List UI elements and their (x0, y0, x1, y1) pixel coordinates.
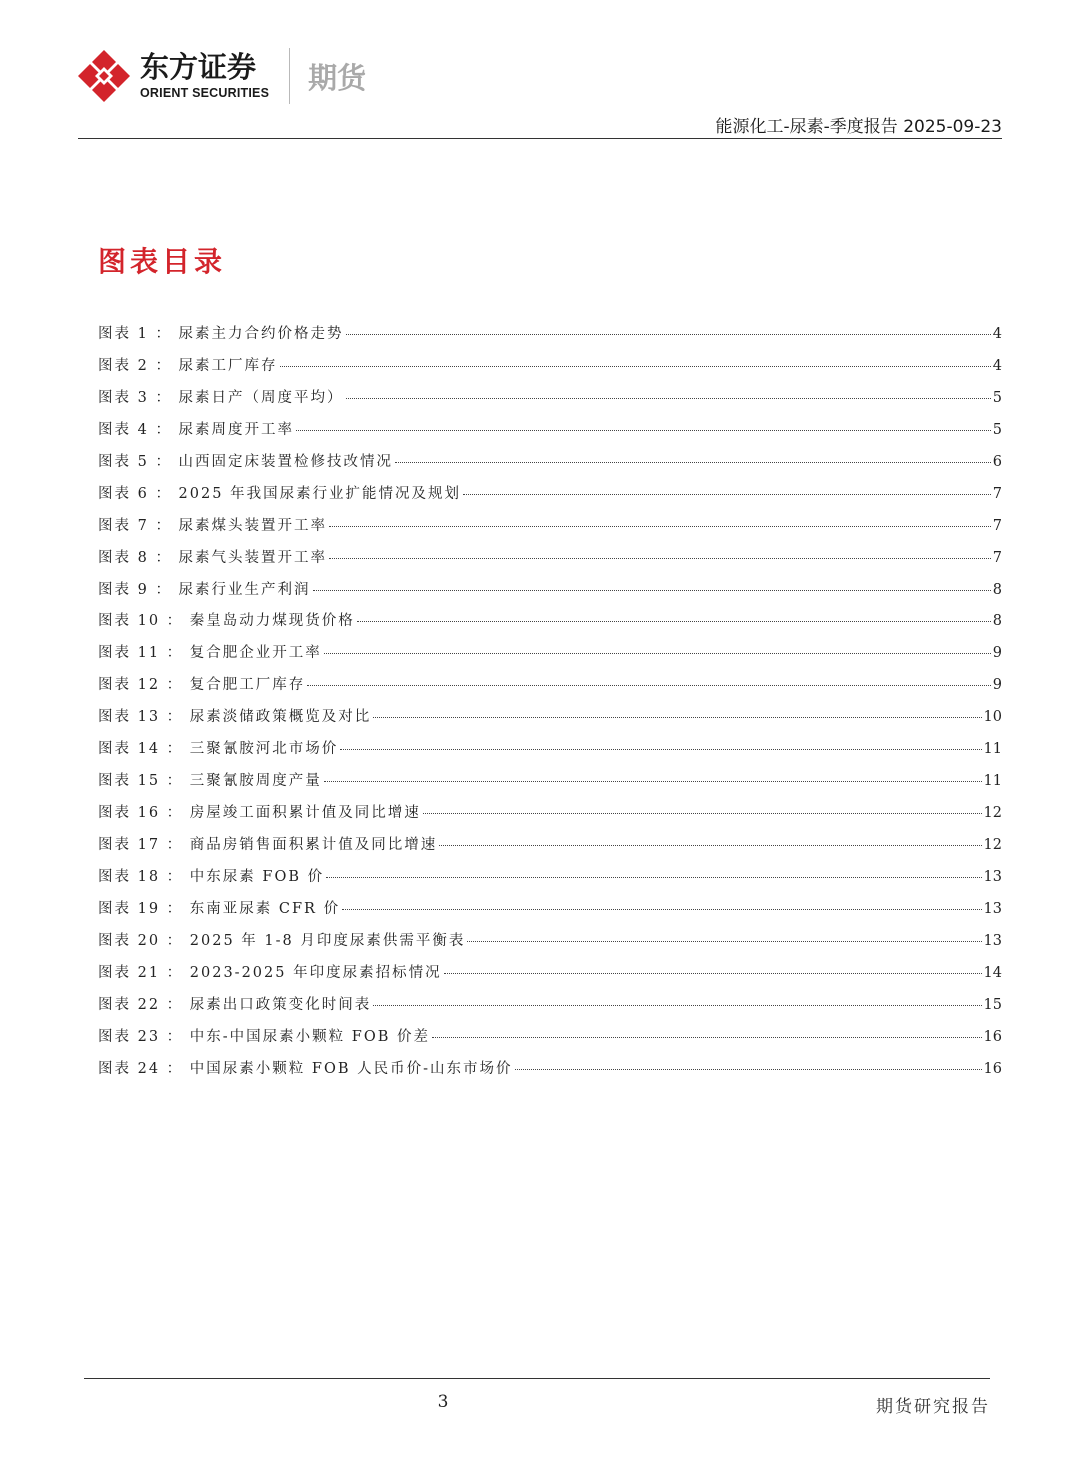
figure-page-number: 5 (992, 421, 1002, 438)
figure-page-number: 7 (992, 549, 1002, 566)
dot-leader (346, 334, 991, 335)
figure-list (98, 322, 1002, 1089)
figure-title: 图表 19 ： 东南亚尿素 CFR 价 (98, 900, 341, 917)
figure-list-item[interactable] (98, 993, 1002, 1025)
page-number: 3 (437, 1392, 449, 1412)
figure-page-number: 14 (983, 964, 1002, 981)
dot-leader (515, 1069, 982, 1070)
page-title: 图表目录 (98, 245, 227, 278)
report-meta: 能源化工-尿素-季度报告 2025-09-23 (715, 117, 1002, 137)
figure-list-item[interactable] (98, 450, 1002, 482)
figure-page-number: 10 (983, 709, 1002, 726)
figure-title: 图表 13 ： 尿素淡储政策概览及对比 (98, 709, 372, 726)
dot-leader (373, 717, 981, 718)
header-divider (78, 138, 1002, 139)
dot-leader (340, 749, 981, 750)
dot-leader (280, 366, 991, 367)
dot-leader (313, 590, 991, 591)
figure-title: 图表 8 ： 尿素气头装置开工率 (98, 549, 328, 566)
figure-page-number: 7 (992, 517, 1002, 534)
figure-title: 图表 4 ： 尿素周度开工率 (98, 421, 295, 438)
figure-page-number: 8 (992, 581, 1002, 598)
figure-list-item[interactable] (98, 737, 1002, 769)
figure-page-number: 13 (983, 868, 1002, 885)
dot-leader (357, 621, 991, 622)
dot-leader (342, 909, 981, 910)
dot-leader (395, 462, 991, 463)
figure-list-item[interactable] (98, 578, 1002, 610)
brand-name-cn: 东方证券 (140, 50, 257, 84)
orient-securities-logo-icon (76, 48, 132, 104)
figure-page-number: 4 (992, 357, 1002, 374)
figure-list-item[interactable] (98, 865, 1002, 897)
figure-title: 图表 20 ： 2025 年 1-8 月印度尿素供需平衡表 (98, 932, 466, 949)
figure-list-item[interactable] (98, 769, 1002, 801)
figure-page-number: 16 (983, 1060, 1002, 1077)
dot-leader (439, 845, 981, 846)
figure-list-item[interactable] (98, 482, 1002, 514)
figure-page-number: 7 (992, 485, 1002, 502)
brand-name-en: ORIENT SECURITIES (140, 86, 270, 100)
figure-page-number: 9 (992, 677, 1002, 694)
figure-title: 图表 11 ： 复合肥企业开工率 (98, 645, 322, 662)
dot-leader (467, 941, 981, 942)
dot-leader (444, 973, 982, 974)
figure-list-item[interactable] (98, 641, 1002, 673)
figure-page-number: 4 (992, 326, 1002, 342)
dot-leader (463, 494, 991, 495)
figure-list-item[interactable] (98, 546, 1002, 578)
figure-list-item[interactable] (98, 1025, 1002, 1057)
figure-list-item[interactable] (98, 322, 1002, 354)
figure-page-number: 11 (983, 773, 1002, 790)
figure-list-item[interactable] (98, 609, 1002, 641)
figure-title: 图表 21 ： 2023-2025 年印度尿素招标情况 (98, 964, 442, 981)
dot-leader (423, 813, 982, 814)
figure-list-item[interactable] (98, 929, 1002, 961)
logo-divider (289, 48, 290, 104)
figure-title: 图表 12 ： 复合肥工厂库存 (98, 677, 306, 694)
dot-leader (324, 653, 991, 654)
figure-page-number: 12 (983, 837, 1002, 853)
figure-title: 图表 3 ： 尿素日产（周度平均） (98, 389, 344, 406)
figure-list-item[interactable] (98, 833, 1002, 865)
figure-page-number: 16 (983, 1028, 1002, 1045)
figure-title: 图表 16 ： 房屋竣工面积累计值及同比增速 (98, 805, 421, 822)
figure-list-item[interactable] (98, 1057, 1002, 1089)
figure-title: 图表 14 ： 三聚氰胺河北市场价 (98, 741, 339, 758)
figure-title: 图表 23 ： 中东-中国尿素小颗粒 FOB 价差 (98, 1028, 430, 1045)
brand-name (140, 51, 269, 101)
figure-list-item[interactable] (98, 897, 1002, 929)
figure-title: 图表 24 ： 中国尿素小颗粒 FOB 人民币价-山东市场价 (98, 1060, 513, 1077)
dot-leader (329, 526, 991, 527)
footer-divider (84, 1378, 990, 1379)
figure-page-number: 5 (992, 389, 1002, 406)
figure-list-item[interactable] (98, 418, 1002, 450)
figure-list-item[interactable] (98, 354, 1002, 386)
figure-title: 图表 1 ： 尿素主力合约价格走势 (98, 326, 344, 342)
dot-leader (296, 430, 991, 431)
figure-list-item[interactable] (98, 705, 1002, 737)
figure-title: 图表 15 ： 三聚氰胺周度产量 (98, 773, 322, 790)
figure-page-number: 15 (983, 996, 1002, 1013)
dot-leader (346, 398, 991, 399)
figure-list-item[interactable] (98, 801, 1002, 833)
footer-label: 期货研究报告 (876, 1397, 990, 1417)
figure-page-number: 9 (992, 645, 1002, 662)
figure-title: 图表 22 ： 尿素出口政策变化时间表 (98, 996, 372, 1013)
figure-list-item[interactable] (98, 514, 1002, 546)
figure-list-item[interactable] (98, 673, 1002, 705)
dot-leader (373, 1005, 981, 1006)
figure-list-item[interactable] (98, 961, 1002, 993)
figure-title: 图表 5 ： 山西固定床装置检修技改情况 (98, 453, 394, 470)
figure-page-number: 13 (983, 932, 1002, 949)
figure-page-number: 11 (983, 741, 1002, 758)
figure-page-number: 13 (983, 900, 1002, 917)
figure-title: 图表 6 ： 2025 年我国尿素行业扩能情况及规划 (98, 485, 462, 502)
figure-title: 图表 9 ： 尿素行业生产利润 (98, 581, 311, 598)
dot-leader (326, 877, 981, 878)
figure-page-number: 8 (992, 613, 1002, 630)
dot-leader (307, 685, 990, 686)
figure-title: 图表 17 ： 商品房销售面积累计值及同比增速 (98, 837, 438, 853)
figure-title: 图表 10 ： 秦皇岛动力煤现货价格 (98, 613, 355, 630)
dot-leader (329, 558, 991, 559)
figure-title: 图表 2 ： 尿素工厂库存 (98, 357, 278, 374)
dot-leader (324, 781, 982, 782)
figure-page-number: 6 (992, 453, 1002, 470)
division-label: 期货 (308, 60, 367, 95)
figure-title: 图表 7 ： 尿素煤头装置开工率 (98, 517, 328, 534)
dot-leader (432, 1037, 982, 1038)
figure-page-number: 12 (983, 805, 1002, 822)
figure-title: 图表 18 ： 中东尿素 FOB 价 (98, 868, 325, 885)
figure-list-item[interactable] (98, 386, 1002, 418)
brand-logo (76, 44, 366, 108)
